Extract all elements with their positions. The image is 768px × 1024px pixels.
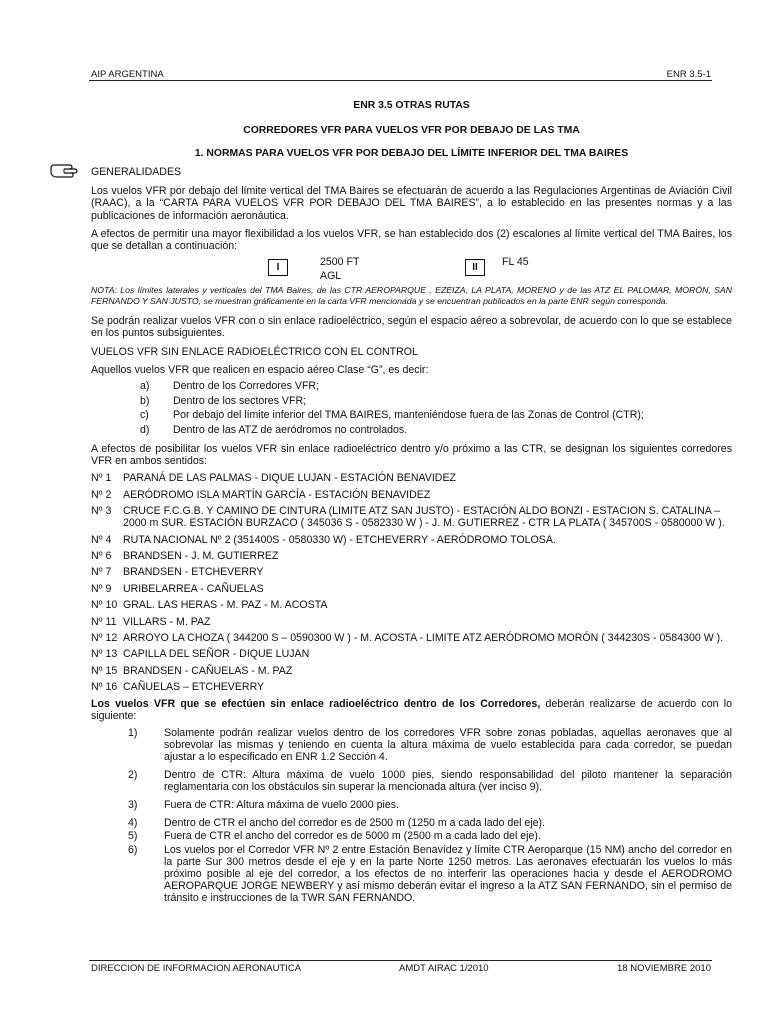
footer-rule xyxy=(89,960,712,961)
paragraph-escalones: A efectos de permitir una mayor flexibilidad a los vuelos VFR, se han establecido dos (2) escalones al límite vertical del TMA Baires, los que se detallan a continuación: xyxy=(91,227,732,252)
regla-item: 3) Fuera de CTR: Altura máxima de vuelo 2000 pies. xyxy=(128,799,399,812)
title-normas: 1. NORMAS PARA VUELOS VFR POR DEBAJO DEL LÍMITE INFERIOR DEL TMA BAIRES xyxy=(194,148,629,160)
pointing-hand-icon xyxy=(49,160,79,183)
paragraph-enlace: Se podrán realizar vuelos VFR con o sin enlace radioeléctrico, según el espacio aéreo a sobrevolar, de acuerdo con lo que se establece en los puntos subsiguientes. xyxy=(91,314,732,339)
regla-item: 6) Los vuelos por el Corredor VFR Nº 2 entre Estación Benavídez y límite CTR Aeroparque (15 NM) ancho del corredor en la parte Sur 300 metros desde el eje y en la parte Norte 1250 metros. Las aeronaves efectuarán los vuelos lo más próximo posible al eje del corredor, a los efectos de no interferir las operaciones hacia y desde el AERODROMO AEROPARQUE JORGE NEWBERY y así mismo deberán evitar el ingreso a la ATZ SAN FERNANDO, sin el permiso de tránsito e instrucciones de la TWR SAN FERNANDO. xyxy=(128,843,732,904)
regla-item: 4) Dentro de CTR el ancho del corredor es de 2500 m (1250 m a cada lado del eje). xyxy=(128,817,546,830)
sin-enlace-intro: Aquellos vuelos VFR que realicen en espacio aéreo Clase “G”, es decir: xyxy=(91,364,429,377)
regla-item: 2) Dentro de CTR: Altura máxima de vuelo 1000 pies, siendo responsabilidad del piloto mantener la separación reglamentaria con los obstáculos sin superar la mencionada altura (ver inciso 9). xyxy=(128,769,732,794)
title-corredores: CORREDORES VFR PARA VUELOS VFR POR DEBAJO DE LAS TMA xyxy=(243,125,580,137)
footer-date: 18 NOVIEMBRE 2010 xyxy=(617,963,711,974)
escalones-row xyxy=(91,255,732,283)
footer-left: DIRECCION DE INFORMACION AERONAUTICA xyxy=(91,963,302,974)
corredor-item: Nº 10 GRAL. LAS HERAS - M. PAZ - M. ACOSTA xyxy=(91,599,328,612)
list-item: a) Dentro de los Corredores VFR; xyxy=(140,380,320,393)
clase-g-list xyxy=(91,379,732,437)
header-rule xyxy=(89,80,712,81)
corredor-item: Nº 16 CAÑUELAS – ETCHEVERRY xyxy=(91,681,265,694)
corredor-item: Nº 13 CAPILLA DEL SEÑOR - DIQUE LUJAN xyxy=(91,648,310,661)
escalon-2-box: II xyxy=(465,259,485,276)
corredor-item: Nº 9 URIBELARREA - CAÑUELAS xyxy=(91,582,264,595)
dentro-corredores-rest: deberán realizarse de acuerdo con lo siguiente: xyxy=(91,697,732,722)
dentro-corredores-bold: Los vuelos VFR que se efectúen sin enlace radioeléctrico dentro de los Corredores, xyxy=(91,697,541,710)
corredor-item: Nº 15 BRANDSEN - CAÑUELAS - M. PAZ xyxy=(91,664,293,677)
escalon-2-value: FL 45 xyxy=(502,255,529,268)
dentro-corredores-paragraph xyxy=(91,698,732,722)
title-section: ENR 3.5 OTRAS RUTAS xyxy=(353,100,470,111)
list-item: b) Dentro de los sectores VFR; xyxy=(140,394,307,407)
escalon-1-unit: AGL xyxy=(320,269,342,282)
corredor-item: Nº 11 VILLARS - M. PAZ xyxy=(91,615,211,628)
nota: NOTA: Los límites laterales y verticales del TMA Baires, de las CTR AEROPARQUE , EZEIZA, LA PLATA, MORENO y de las ATZ EL PALOMAR, MORÓN, SAN FERNANDO Y SAN JUSTO, se muestran gráficamente en la carta VFR mencionada y se encuentran publicados en la parte ENR según corresponda. xyxy=(91,284,732,306)
corredor-item: Nº 4 RUTA NACIONAL Nº 2 (351400S - 0580330 W) - ETCHEVERRY - AERÓDROMO TOLOSA. xyxy=(91,533,556,546)
corredores-list xyxy=(91,472,732,693)
escalon-1-box: I xyxy=(268,259,288,276)
sin-enlace-heading: VUELOS VFR SIN ENLACE RADIOELÉCTRICO CON EL CONTROL xyxy=(91,346,418,359)
generalidades-heading-row xyxy=(91,166,732,178)
reglas-list xyxy=(91,727,732,904)
regla-item: 5) Fuera de CTR el ancho del corredor es de 5000 m (2500 m a cada lado del eje). xyxy=(128,830,541,843)
list-item: d) Dentro de las ATZ de aeródromos no controlados. xyxy=(140,423,408,436)
corredor-item: Nº 2 AERÓDROMO ISLA MARTÍN GARCÍA - ESTACIÓN BENAVIDEZ xyxy=(91,488,431,501)
header-right: ENR 3.5-1 xyxy=(666,69,711,80)
corredor-item: Nº 12 ARROYO LA CHOZA ( 344200 S – 0590300 W ) - M. ACOSTA - LIMITE ATZ AERÓDROMO MORÓN ( 344230S - 0584300 W ). xyxy=(91,632,724,645)
paragraph-vuelos-vfr: Los vuelos VFR por debajo del límite vertical del TMA Baires se efectuarán de acuerdo a las Regulaciones Argentinas de Aviación Civil (RAAC), a la “CARTA PARA VUELOS VFR POR DEBAJO DEL TMA BAIRES”, a lo establecido en las presentes normas y a las publicaciones de información aeronáutica. xyxy=(91,185,732,222)
corredor-item: Nº 1 PARANÁ DE LAS PALMAS - DIQUE LUJAN - ESTACIÓN BENAVIDEZ xyxy=(91,472,456,485)
header-left: AIP ARGENTINA xyxy=(91,69,164,80)
corredor-item: Nº 3 CRUCE F.C.G.B. Y CAMINO DE CINTURA (LIMITE ATZ SAN JUSTO) - ESTACIÓN ALDO BONZI - ESTACION S. CATALINA – 2000 m SUR. ESTACIÓN BURZACO ( 345036 S - 0582330 W ) - J. M. GUTIERREZ - CTR LA PLATA ( 345700S - 0580000 W ). xyxy=(91,505,725,530)
list-item: c) Por debajo del límite inferior del TMA BAIRES, manteniéndose fuera de las Zonas de Control (CTR); xyxy=(140,409,644,422)
generalidades-heading: GENERALIDADES xyxy=(91,166,182,179)
corredores-intro: A efectos de posibilitar los vuelos VFR sin enlace radioeléctrico dentro y/o próximo a las CTR, se designan los siguientes corredores VFR en ambos sentidos: xyxy=(91,443,732,468)
content xyxy=(91,100,732,905)
corredor-item: Nº 6 BRANDSEN - J. M. GUTIERREZ xyxy=(91,550,279,563)
corredor-item: Nº 7 BRANDSEN - ETCHEVERRY xyxy=(91,566,264,579)
regla-item: 1) Solamente podrán realizar vuelos dentro de los corredores VFR sobre zonas pobladas, aquellas aeronaves que al sobrevolar las mismas y teniendo en cuenta la altura máxima de vuelo establecida para cada corredor, se puedan ajustar a lo especificado en ENR 1.2 Sección 4. xyxy=(128,726,732,763)
footer-amendment: AMDT AIRAC 1/2010 xyxy=(399,963,489,974)
escalon-1-value: 2500 FT xyxy=(320,255,360,268)
